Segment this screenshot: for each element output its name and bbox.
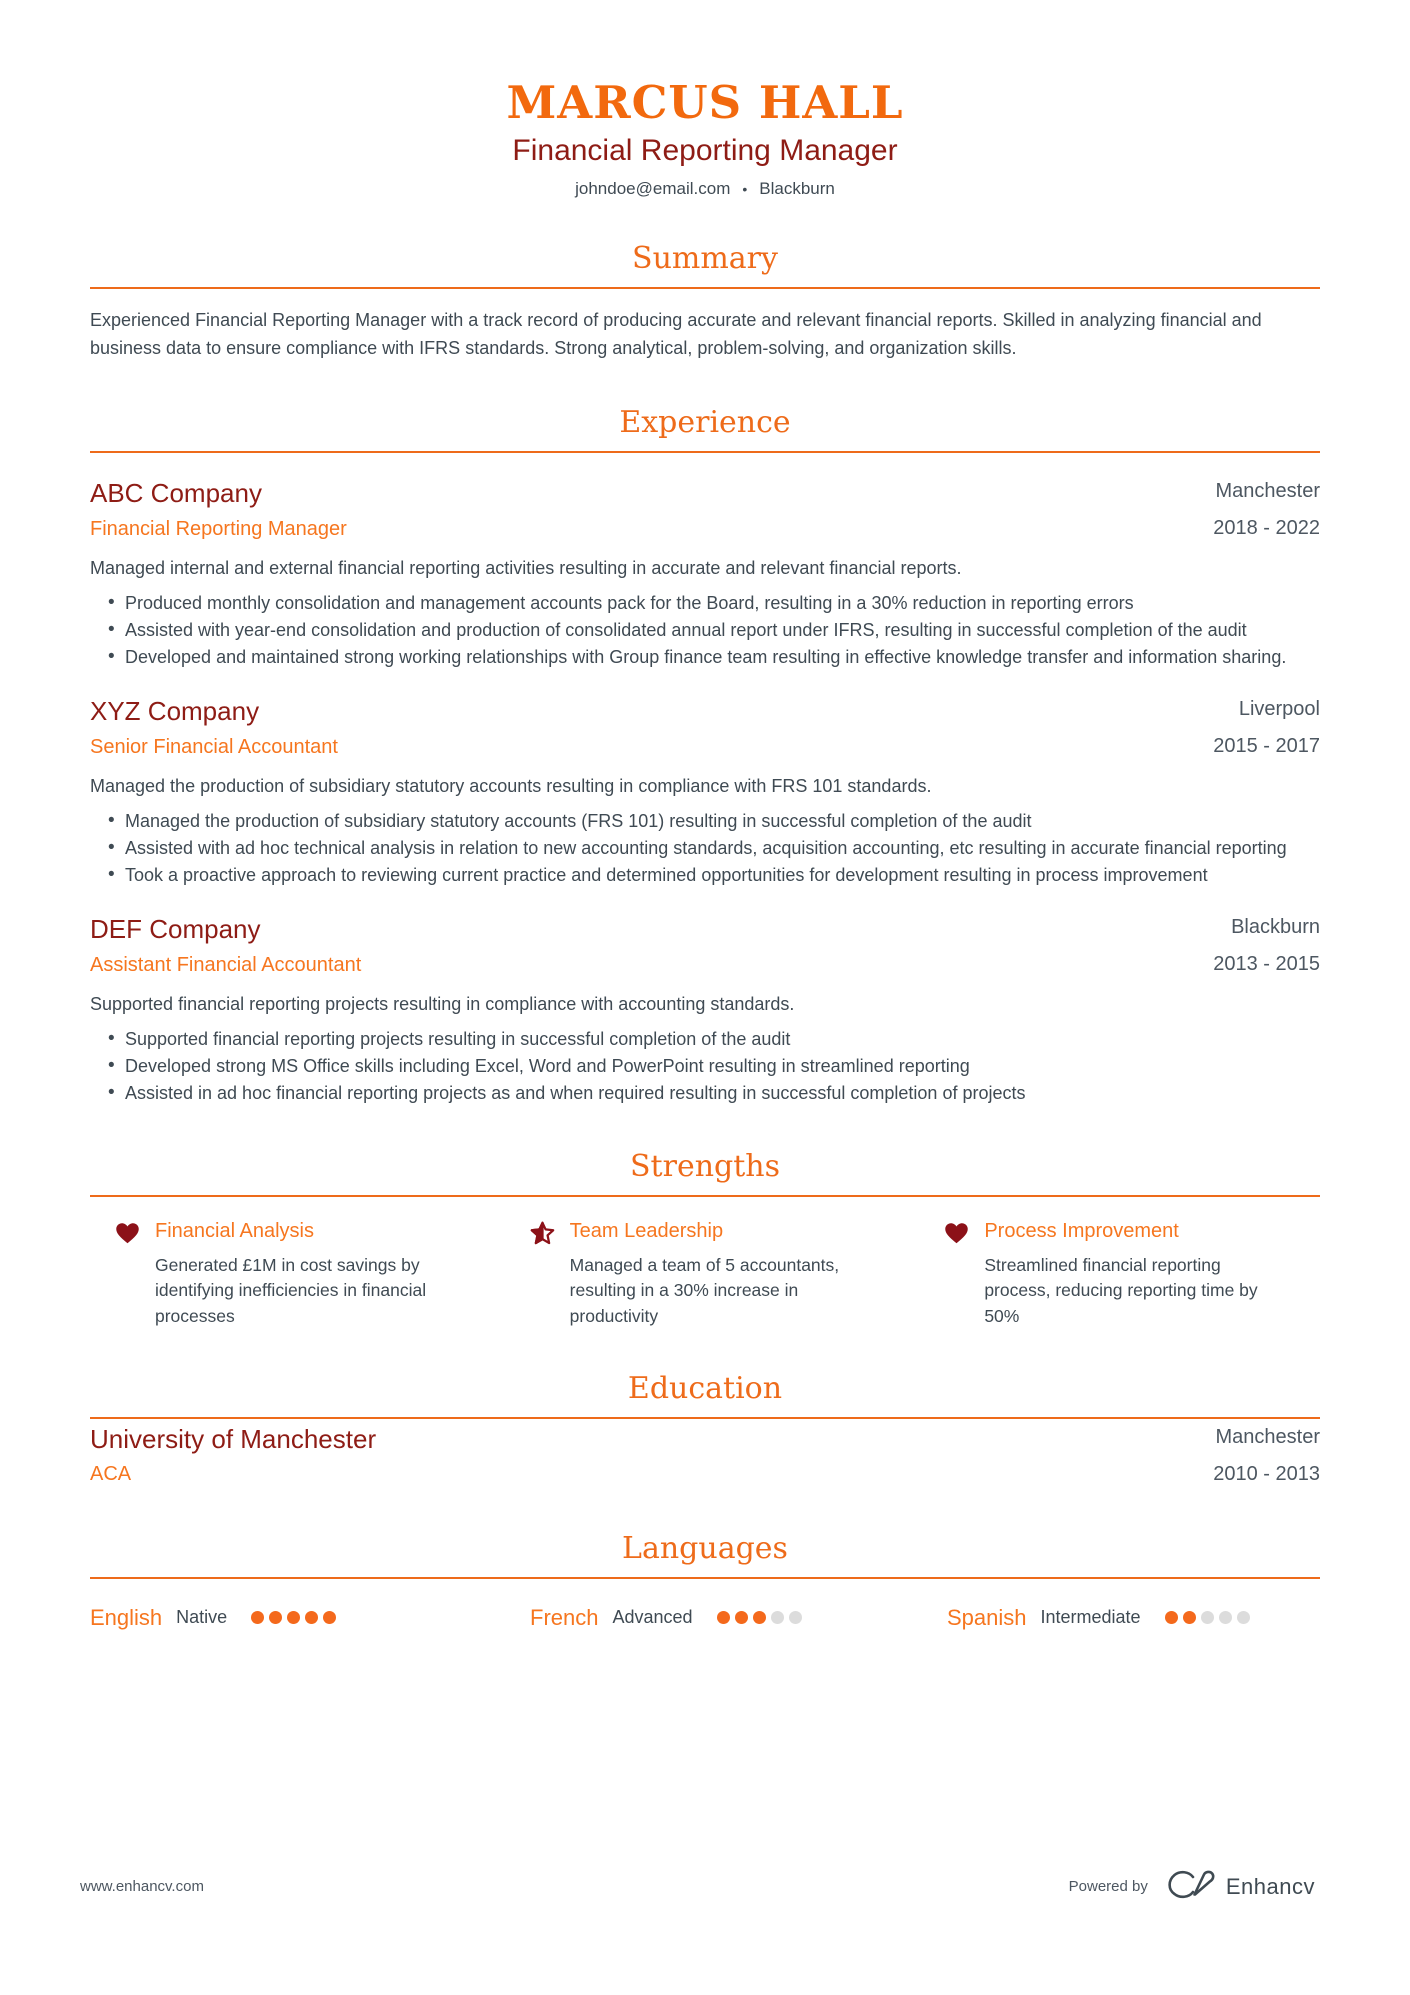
language-item [90,1605,500,1631]
star-half-icon [529,1220,556,1329]
language-rating-dots [1165,1611,1250,1624]
strength-text: Streamlined financial reporting process, reducing reporting time by 50% [984,1254,1258,1326]
language-name: French [530,1604,599,1630]
experience-entry [90,913,1320,1107]
strength-item [919,1219,1320,1329]
job-bullet: • Took a proactive approach to reviewing current practice and determined opportunities for development resulting in process improvement [108,862,1320,889]
experience-heading: Experience [90,405,1320,453]
language-name: Spanish [947,1604,1027,1630]
strengths-heading: Strengths [90,1149,1320,1197]
language-rating-dots [717,1611,802,1624]
summary-heading: Summary [90,241,1320,289]
heart-icon [943,1220,970,1329]
summary-section [90,241,1320,363]
job-bullet: • Developed and maintained strong working relationships with Group finance team resulting in effective knowledge transfer and information sharing. [108,644,1320,671]
strength-text: Managed a team of 5 accountants, resulting in a 30% increase in productivity [569,1254,840,1326]
job-bullet: • Assisted in ad hoc financial reporting projects as and when required resulting in successful completion of projects [108,1080,1320,1107]
experience-section [90,405,1320,1107]
contact-separator-dot: • [742,181,748,197]
strength-item [90,1219,491,1329]
powered-by-label: Powered by [1068,1878,1148,1895]
job-location: Blackburn [1231,915,1320,938]
education-dates: 2010 - 2013 [1213,1462,1320,1485]
job-bullet: • Supported financial reporting projects resulting in successful completion of the audit [108,1026,1320,1053]
school-name: University of Manchester [90,1423,377,1454]
website-link[interactable]: www.enhancv.com [80,1878,204,1895]
job-dates: 2015 - 2017 [1213,734,1320,757]
job-title: Assistant Financial Accountant [90,953,362,976]
language-name: English [90,1604,163,1630]
strength-item [505,1219,906,1329]
job-bullet-list [108,1026,1320,1107]
candidate-job-title: Financial Reporting Manager [512,133,898,167]
language-level: Native [176,1607,228,1628]
language-level: Intermediate [1040,1607,1141,1628]
job-description: Managed internal and external financial reporting activities resulting in accurate and relevant financial reports. [90,557,962,578]
degree-name: ACA [90,1462,132,1485]
job-location: Manchester [1215,479,1320,502]
enhancv-logo-mark-icon [1162,1866,1218,1907]
experience-entry [90,477,1320,671]
job-location: Liverpool [1238,697,1320,720]
education-heading: Education [90,1371,1320,1419]
job-description: Supported financial reporting projects resulting in compliance with accounting standards. [90,993,795,1014]
job-title: Financial Reporting Manager [90,517,347,540]
languages-heading: Languages [90,1531,1320,1579]
heart-icon [114,1220,141,1329]
language-level: Advanced [612,1607,693,1628]
job-bullet: • Managed the production of subsidiary statutory accounts (FRS 101) resulting in successful completion of the audit [108,808,1320,835]
languages-section [90,1531,1320,1631]
strength-title: Team Leadership [569,1219,724,1242]
job-bullet-list [108,590,1320,671]
education-entry [90,1423,1320,1489]
job-bullet: • Produced monthly consolidation and management accounts pack for the Board, resulting in a 30% reduction in reporting errors [108,590,1320,617]
strength-title: Process Improvement [984,1219,1179,1242]
summary-text: Experienced Financial Reporting Manager with a track record of producing accurate and relevant financial reports. Skilled in analyzing financial and business data to ensure compliance with IFRS standards. Strong analytical, problem-solving, and organization skills. [90,310,1262,358]
company-name: DEF Company [90,913,261,944]
job-bullet: • Assisted with year-end consolidation and production of consolidated annual report under IFRS, resulting in successful completion of the audit [108,617,1320,644]
contact-line [90,179,1320,199]
job-dates: 2018 - 2022 [1213,516,1320,539]
job-bullet: • Developed strong MS Office skills including Excel, Word and PowerPoint resulting in streamlined reporting [108,1053,1320,1080]
enhancv-logo[interactable] [1162,1866,1315,1907]
language-item [910,1605,1320,1631]
education-section [90,1371,1320,1489]
email-link[interactable]: johndoe@email.com [575,179,731,198]
job-title: Senior Financial Accountant [90,735,338,758]
contact-location: Blackburn [759,179,835,198]
language-rating-dots [251,1611,336,1624]
job-bullet-list [108,808,1320,889]
education-location: Manchester [1215,1425,1320,1448]
job-bullet: • Assisted with ad hoc technical analysis in relation to new accounting standards, acquisition accounting, etc resulting in accurate financial reporting [108,835,1320,862]
company-name: ABC Company [90,477,262,508]
job-dates: 2013 - 2015 [1213,952,1320,975]
strength-title: Financial Analysis [155,1219,314,1242]
company-name: XYZ Company [90,695,260,726]
page-footer [80,1866,1315,1907]
resume-header [90,78,1320,199]
strengths-section [90,1149,1320,1329]
enhancv-wordmark: Enhancv [1225,1873,1315,1899]
job-description: Managed the production of subsidiary statutory accounts resulting in compliance with FRS 101 standards. [90,775,932,796]
language-item [500,1605,910,1631]
candidate-name: MARCUS HALL [506,76,904,129]
experience-entry [90,695,1320,889]
strength-text: Generated £1M in cost savings by identifying inefficiencies in financial processes [155,1254,427,1326]
